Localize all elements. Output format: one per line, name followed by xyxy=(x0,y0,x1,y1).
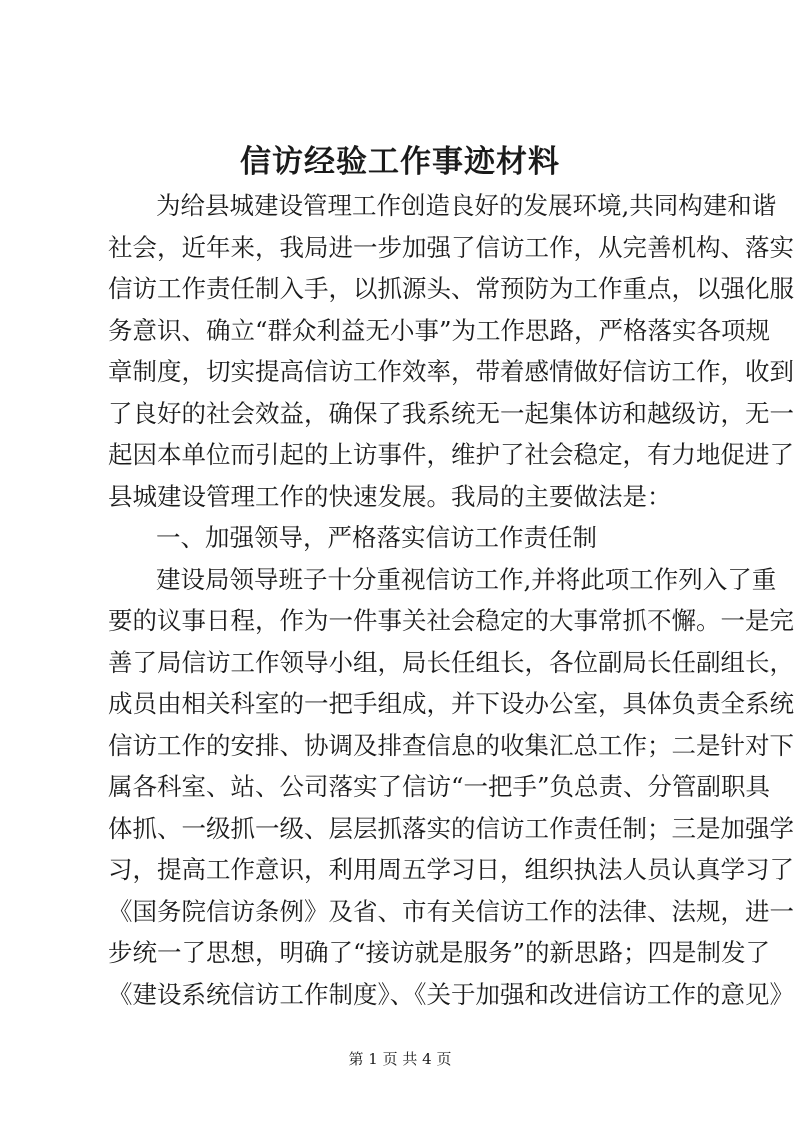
text-line: 成员由相关科室的一把手组成，并下设办公室，具体负责全系统 xyxy=(108,689,794,718)
text-line: 善了局信访工作领导小组，局长任组长，各位副局长任副组长， xyxy=(108,647,794,677)
text-line: 社会，近年来，我局进一步加强了信访工作，从完善机构、落实 xyxy=(108,232,794,262)
text-line: 信访工作的安排、协调及排查信息的收集汇总工作；二是针对下 xyxy=(108,730,794,760)
text-line: 章制度，切实提高信访工作效率，带着感情做好信访工作，收到 xyxy=(108,357,794,386)
text-line: 县城建设管理工作的快速发展。我局的主要做法是： xyxy=(108,481,672,511)
section-heading: 一、加强领导，严格落实信访工作责任制 xyxy=(156,523,597,552)
document-body xyxy=(108,185,794,1015)
text-line: 务意识、确立“群众利益无小事”为工作思路，严格落实各项规 xyxy=(108,315,771,345)
text-line: 《建设系统信访工作制度》、《关于加强和改进信访工作的意见》 xyxy=(108,979,794,1009)
text-line: 步统一了思想，明确了“接访就是服务”的新思路；四是制发了 xyxy=(108,938,771,967)
text-line: 体抓、一级抓一级、层层抓落实的信访工作责任制；三是加强学 xyxy=(108,813,794,843)
text-line: 建设局领导班子十分重视信访工作,并将此项工作列入了重 xyxy=(156,564,777,594)
text-line: 要的议事日程，作为一件事关社会稳定的大事常抓不懈。一是完 xyxy=(108,606,794,635)
text-line: 习，提高工作意识，利用周五学习日，组织执法人员认真学习了 xyxy=(108,855,794,884)
text-line: 为给县城建设管理工作创造良好的发展环境,共同构建和谐 xyxy=(156,191,777,220)
text-line: 《国务院信访条例》及省、市有关信访工作的法律、法规，进一 xyxy=(108,896,794,926)
text-line: 信访工作责任制入手，以抓源头、常预防为工作重点，以强化服 xyxy=(108,274,794,303)
text-line: 了良好的社会效益，确保了我系统无一起集体访和越级访，无一 xyxy=(108,398,794,428)
text-line: 起因本单位而引起的上访事件，维护了社会稳定，有力地促进了 xyxy=(108,440,794,469)
text-line: 属各科室、站、公司落实了信访“一把手”负总责、分管副职具 xyxy=(108,772,771,801)
page-footer: 第 1 页 共 4 页 xyxy=(348,1050,452,1068)
document-title: 信访经验工作事迹材料 xyxy=(240,144,560,180)
